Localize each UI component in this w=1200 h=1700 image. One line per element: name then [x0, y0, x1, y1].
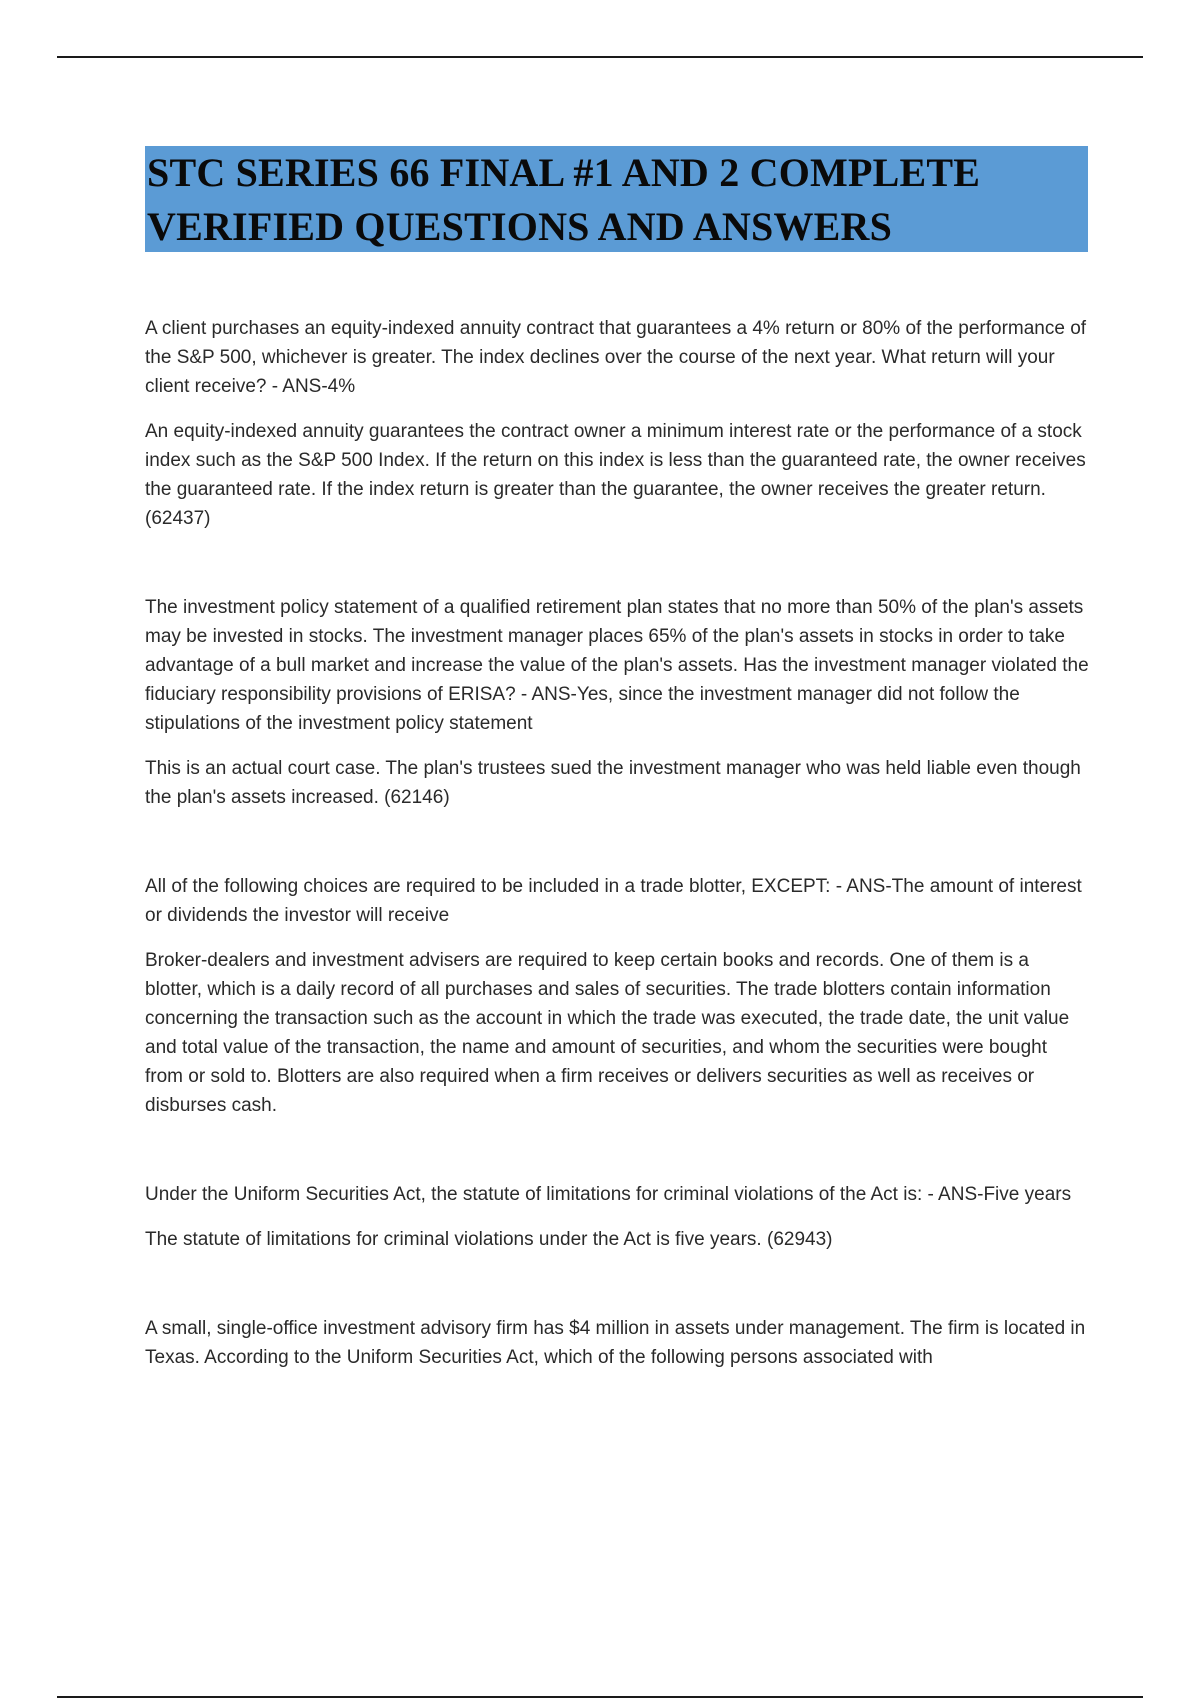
footer-rule	[57, 1696, 1143, 1698]
header-rule	[57, 56, 1143, 58]
qa-item	[145, 314, 1090, 533]
qa-list	[145, 314, 1090, 1372]
title-line-2: VERIFIED QUESTIONS AND ANSWERS	[147, 204, 893, 249]
title-line-1: STC SERIES 66 FINAL #1 AND 2 COMPLETE	[147, 150, 981, 195]
question-text: A client purchases an equity-indexed annuity contract that guarantees a 4% return or 80% of the performance of the S&P 500, whichever is greater. The index declines over the course of the next year. What return will your client receive? - ANS-4%	[145, 318, 1087, 397]
question-text: All of the following choices are required to be included in a trade blotter, EXCEPT: - ANS-The amount of interest or dividends the investor will receive	[145, 876, 1082, 926]
explanation-text: Broker-dealers and investment advisers are required to keep certain books and records. One of them is a blotter, which is a daily record of all purchases and sales of securities. The trade blotters contain information concerning the transaction such as the account in which the trade was executed, the trade date, the unit value and total value of the transaction, the name and amount of securities, and whom the securities were bought from or sold to. Blotters are also required when a firm receives or delivers securities as well as receives or disburses cash.	[145, 950, 1070, 1116]
question-text: Under the Uniform Securities Act, the statute of limitations for criminal violations of the Act is: - ANS-Five years	[145, 1184, 1072, 1205]
document-title	[147, 146, 1086, 254]
question-text: The investment policy statement of a qualified retirement plan states that no more than 50% of the plan's assets may be invested in stocks. The investment manager places 65% of the plan's assets in stocks in order to take advantage of a bull market and increase the value of the plan's assets. Has the investment manager violated the fiduciary responsibility provisions of ERISA? - ANS-Yes, since the investment manager did not follow the stipulations of the investment policy statement	[145, 597, 1089, 734]
document-title-block	[145, 146, 1088, 252]
explanation-text: The statute of limitations for criminal violations under the Act is five years. (62943)	[145, 1229, 833, 1250]
question-text: A small, single-office investment advisory firm has $4 million in assets under management. The firm is located in Texas. According to the Uniform Securities Act, which of the following persons associated with	[145, 1318, 1086, 1368]
qa-item	[145, 872, 1090, 1120]
qa-item	[145, 1314, 1090, 1372]
qa-item	[145, 1180, 1090, 1254]
explanation-text: An equity-indexed annuity guarantees the contract owner a minimum interest rate or the performance of a stock index such as the S&P 500 Index. If the return on this index is less than the guaranteed rate, the owner receives the guaranteed rate. If the index return is greater than the guarantee, the owner receives the greater return. (62437)	[145, 421, 1086, 529]
qa-item	[145, 593, 1090, 812]
explanation-text: This is an actual court case. The plan's trustees sued the investment manager who was held liable even though the plan's assets increased. (62146)	[145, 758, 1081, 808]
